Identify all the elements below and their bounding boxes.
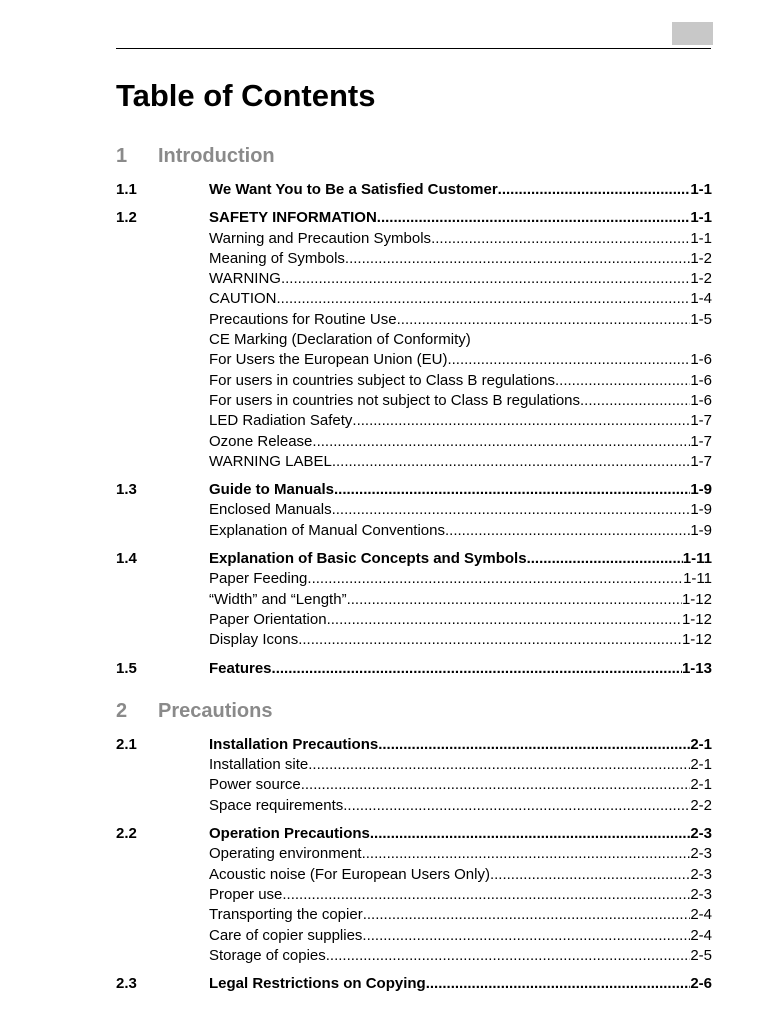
page-number: 1-12 xyxy=(681,590,712,608)
item-title: Space requirements xyxy=(209,796,344,814)
item-title: Display Icons xyxy=(209,631,299,649)
item-title: For users in countries subject to Class B regulations xyxy=(209,371,555,389)
dot-leader xyxy=(377,208,691,228)
item-title: WARNING LABEL xyxy=(209,452,332,470)
dot-leader xyxy=(447,350,690,370)
dot-leader xyxy=(397,310,691,330)
dot-leader xyxy=(490,865,690,885)
item-title: “Width” and “Length” xyxy=(209,590,347,608)
dot-leader xyxy=(308,755,690,775)
dot-leader xyxy=(332,500,691,520)
toc-entry-item[interactable] xyxy=(116,885,712,905)
toc-entry-item[interactable] xyxy=(116,330,712,350)
page-number: 2-3 xyxy=(690,825,712,843)
item-title: Transporting the copier xyxy=(209,906,363,924)
dot-leader xyxy=(312,432,690,452)
section-title: Explanation of Basic Concepts and Symbols xyxy=(209,550,527,568)
toc-entry-item[interactable] xyxy=(116,630,712,650)
toc-entry-section[interactable] xyxy=(116,659,712,679)
toc-entry-section[interactable] xyxy=(116,549,712,569)
item-title: CAUTION xyxy=(209,290,277,308)
chapter-heading xyxy=(116,695,712,727)
toc-section xyxy=(116,824,712,966)
page-number: 1-11 xyxy=(683,570,712,588)
item-title: Proper use xyxy=(209,885,283,903)
toc-entry-item[interactable] xyxy=(116,610,712,630)
section-number: 1.3 xyxy=(116,481,137,499)
item-title: Warning and Precaution Symbols xyxy=(209,229,432,247)
page-number: 1-12 xyxy=(681,610,712,628)
dot-leader xyxy=(378,735,690,755)
page-number: 2-1 xyxy=(690,735,712,753)
page-number: 2-1 xyxy=(690,756,712,774)
toc-entry-section[interactable] xyxy=(116,824,712,844)
dot-leader xyxy=(370,824,690,844)
dot-leader xyxy=(282,885,690,905)
section-number: 1.4 xyxy=(116,550,137,568)
section-title: Legal Restrictions on Copying xyxy=(209,975,426,993)
toc-section xyxy=(116,480,712,541)
item-title: Storage of copies xyxy=(209,946,326,964)
item-title: Ozone Release xyxy=(209,432,313,450)
page-number: 1-6 xyxy=(690,371,712,389)
dot-leader xyxy=(281,269,690,289)
item-title: CE Marking (Declaration of Conformity) xyxy=(209,331,471,349)
page-number: 2-3 xyxy=(690,885,712,903)
dot-leader xyxy=(272,659,682,679)
page-number: 1-6 xyxy=(690,351,712,369)
item-title: For users in countries not subject to Class B regulations xyxy=(209,391,581,409)
dot-leader xyxy=(580,391,690,411)
dot-leader xyxy=(362,844,691,864)
page-number: 1-13 xyxy=(681,659,712,677)
toc-entry-item[interactable] xyxy=(116,310,712,330)
toc-entry-item[interactable] xyxy=(116,249,712,269)
page-number: 1-7 xyxy=(690,432,712,450)
toc-entry-item[interactable] xyxy=(116,755,712,775)
toc-entry-item[interactable] xyxy=(116,796,712,816)
toc-entry-section[interactable] xyxy=(116,180,712,200)
toc-entry-item[interactable] xyxy=(116,350,712,370)
section-title: Features xyxy=(209,659,272,677)
chapter-heading xyxy=(116,140,712,172)
toc-entry-item[interactable] xyxy=(116,905,712,925)
toc-entry-item[interactable] xyxy=(116,844,712,864)
dot-leader xyxy=(431,229,690,249)
page-number: 1-11 xyxy=(682,550,712,568)
toc-entry-section[interactable] xyxy=(116,735,712,755)
toc-entry-item[interactable] xyxy=(116,926,712,946)
toc-entry-section[interactable] xyxy=(116,208,712,228)
item-title: Meaning of Symbols xyxy=(209,249,345,267)
toc-section xyxy=(116,974,712,994)
page-number: 1-1 xyxy=(690,229,712,247)
toc-section xyxy=(116,549,712,650)
dot-leader xyxy=(445,521,690,541)
chapter-number: 2 xyxy=(116,699,128,722)
toc-entry-item[interactable] xyxy=(116,411,712,431)
item-title: Operating environment xyxy=(209,845,362,863)
dot-leader xyxy=(327,610,682,630)
table-of-contents xyxy=(116,140,712,1002)
page-number: 2-3 xyxy=(690,845,712,863)
dot-leader xyxy=(345,249,690,269)
page-number: 1-7 xyxy=(690,452,712,470)
page-number: 1-9 xyxy=(690,501,712,519)
page-number: 1-9 xyxy=(690,481,712,499)
page-number: 2-6 xyxy=(690,975,712,993)
page-number: 2-4 xyxy=(690,906,712,924)
toc-entry-section[interactable] xyxy=(116,974,712,994)
dot-leader xyxy=(352,411,690,431)
page-number: 2-4 xyxy=(690,926,712,944)
toc-entry-item[interactable] xyxy=(116,391,712,411)
toc-entry-item[interactable] xyxy=(116,775,712,795)
toc-entry-item[interactable] xyxy=(116,590,712,610)
page-number: 1-7 xyxy=(690,412,712,430)
dot-leader xyxy=(347,590,682,610)
section-title: Guide to Manuals xyxy=(209,481,335,499)
toc-section xyxy=(116,180,712,200)
item-title: Precautions for Routine Use xyxy=(209,310,397,328)
section-number: 2.1 xyxy=(116,735,137,753)
section-number: 1.1 xyxy=(116,181,137,198)
dot-leader xyxy=(298,630,682,650)
header-rule xyxy=(116,48,711,49)
toc-entry-item[interactable] xyxy=(116,289,712,309)
toc-entry-item[interactable] xyxy=(116,269,712,289)
item-title: Enclosed Manuals xyxy=(209,501,332,519)
toc-entry-section[interactable] xyxy=(116,480,712,500)
dot-leader xyxy=(343,796,690,816)
item-title: Care of copier supplies xyxy=(209,926,363,944)
page-number: 1-1 xyxy=(690,209,712,227)
toc-section xyxy=(116,659,712,679)
toc-entry-item[interactable] xyxy=(116,865,712,885)
page-number: 1-12 xyxy=(681,631,712,649)
item-title: WARNING xyxy=(209,270,281,288)
item-title: For Users the European Union (EU) xyxy=(209,351,448,369)
page-number: 1-9 xyxy=(690,521,712,539)
section-title: Installation Precautions xyxy=(209,735,379,753)
toc-entry-item[interactable] xyxy=(116,432,712,452)
section-number: 1.2 xyxy=(116,209,137,227)
item-title: Paper Orientation xyxy=(209,610,327,628)
section-title: Operation Precautions xyxy=(209,825,370,843)
dot-leader xyxy=(277,289,691,309)
chapter-title: Precautions xyxy=(158,699,273,722)
toc-entry-item[interactable] xyxy=(116,500,712,520)
dot-leader xyxy=(332,452,691,472)
dot-leader xyxy=(527,549,683,569)
page-number: 2-5 xyxy=(690,946,712,964)
dot-leader xyxy=(301,775,691,795)
section-title: We Want You to Be a Satisfied Customer xyxy=(209,181,498,198)
section-title: SAFETY INFORMATION xyxy=(209,209,377,227)
page-number: 2-3 xyxy=(690,865,712,883)
toc-entry-item[interactable] xyxy=(116,521,712,541)
page-number: 1-2 xyxy=(690,270,712,288)
page-number: 2-1 xyxy=(690,776,712,794)
item-title: Power source xyxy=(209,776,301,794)
dot-leader xyxy=(307,569,683,589)
dot-leader xyxy=(326,946,691,966)
toc-entry-item[interactable] xyxy=(116,371,712,391)
toc-entry-item[interactable] xyxy=(116,569,712,589)
dot-leader xyxy=(555,371,690,391)
item-title: Paper Feeding xyxy=(209,570,308,588)
item-title: Installation site xyxy=(209,756,309,774)
toc-section xyxy=(116,208,712,472)
dot-leader xyxy=(362,926,690,946)
section-number: 2.2 xyxy=(116,825,137,843)
chapter-title: Introduction xyxy=(158,145,275,167)
item-title: Explanation of Manual Conventions xyxy=(209,521,445,539)
section-number: 2.3 xyxy=(116,975,137,993)
dot-leader xyxy=(334,480,690,500)
page-number: 1-2 xyxy=(690,249,712,267)
item-title: Acoustic noise (For European Users Only) xyxy=(209,865,490,883)
header-tab xyxy=(672,22,713,45)
page-number: 1-6 xyxy=(690,391,712,409)
page-number: 1-1 xyxy=(690,181,712,198)
page-number: 1-5 xyxy=(690,310,712,328)
item-title: LED Radiation Safety xyxy=(209,412,353,430)
toc-entry-item[interactable] xyxy=(116,229,712,249)
page-number: 2-2 xyxy=(690,796,712,814)
toc-entry-item[interactable] xyxy=(116,452,712,472)
chapter-number: 1 xyxy=(116,145,128,167)
dot-leader xyxy=(498,180,691,200)
page-number: 1-4 xyxy=(690,290,712,308)
toc-entry-item[interactable] xyxy=(116,946,712,966)
section-number: 1.5 xyxy=(116,659,137,677)
dot-leader xyxy=(426,974,691,994)
page-title: Table of Contents xyxy=(116,78,376,113)
toc-section xyxy=(116,735,712,816)
dot-leader xyxy=(363,905,691,925)
